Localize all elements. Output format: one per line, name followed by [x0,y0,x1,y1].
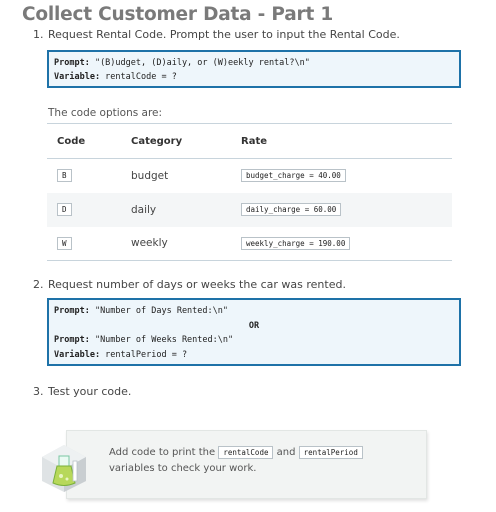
code-line-prompt [54,56,454,70]
code-label: Variable: [54,349,101,360]
step-1 [33,28,400,41]
table-row [47,159,452,193]
flask-icon [40,443,88,497]
rate-chip: budget_charge = 40.00 [241,169,346,182]
rate-chip: weekly_charge = 190.00 [241,237,350,250]
step-text: Request Rental Code. Prompt the user to input the Rental Code. [48,28,400,41]
code-options-table [47,123,452,261]
tip-text-part: Add code to print the [109,447,219,458]
code-label: Prompt: [54,335,90,345]
step-number: 3. [33,385,44,398]
code-label: Prompt: [54,306,90,316]
table-intro: The code options are: [48,107,163,119]
code-line-variable [54,348,454,363]
table-row [47,193,452,227]
code-chip: D [57,203,72,216]
rental-code-codebox [47,50,461,88]
code-chip: rentalPeriod [299,446,363,459]
code-line-prompt-weeks [54,333,454,348]
code-label: Prompt: [54,58,90,68]
code-chip: W [57,237,72,250]
step-number: 1. [33,28,44,41]
category-cell: daily [121,193,231,227]
page-title: Collect Customer Data - Part 1 [22,4,334,25]
code-line-prompt-days [54,304,454,319]
rate-chip: daily_charge = 60.00 [241,203,341,216]
header-code: Code [47,124,121,159]
step-number: 2. [33,278,44,291]
table-row [47,227,452,261]
table-header-row [47,124,452,159]
code-value: "(B)udget, (D)aily, or (W)eekly rental?\n" [89,58,310,68]
code-value: "Number of Days Rented:\n" [89,306,228,316]
code-chip: rentalCode [218,446,273,459]
tip-text-part: variables to check your work. [109,463,257,474]
header-rate: Rate [231,124,452,159]
rental-period-codebox [47,298,461,366]
header-category: Category [121,124,231,159]
tip-text-part: and [273,447,299,458]
category-cell: weekly [121,227,231,261]
category-cell: budget [131,169,169,182]
code-label: Variable: [54,72,101,82]
code-value: rentalPeriod = ? [100,349,188,360]
tip-text [109,445,409,477]
step-text: Request number of days or weeks the car was rented. [48,278,346,291]
code-value: "Number of Weeks Rented:\n" [89,335,234,345]
tip-callout [66,430,427,499]
step-text: Test your code. [48,385,132,398]
step-3 [33,385,131,398]
code-line-variable [54,70,454,84]
code-value: rentalCode = ? [100,72,177,82]
step-2 [33,278,346,291]
code-chip: B [57,169,72,182]
code-line-or: OR [248,320,260,331]
